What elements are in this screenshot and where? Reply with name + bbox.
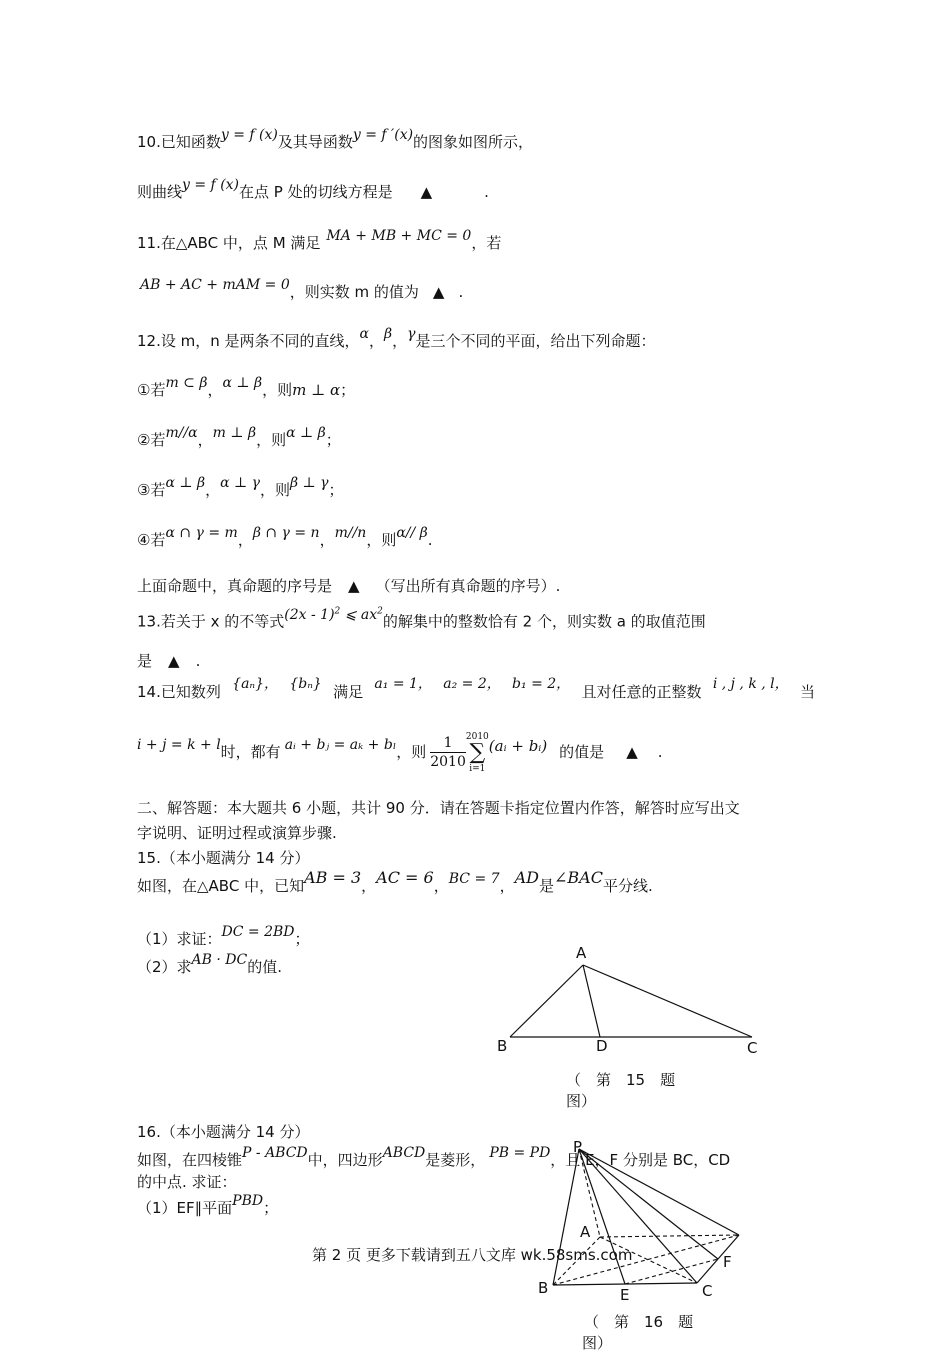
vertex-label-C: C xyxy=(702,1282,713,1300)
answer-blank: ▲ xyxy=(626,743,638,761)
q10-formula-fprime: y = f ′(x) xyxy=(352,127,414,143)
q12-conclusion: 上面命题中，真命题的序号是 ▲ （写出所有真命题的序号）. xyxy=(137,577,561,595)
q13-line1: 13.若关于 x 的不等式(2x - 1)$^2$ ⩽ $ax^2$的解集中的整数恰有 2 个，则实数 a 的取值范围 xyxy=(137,606,706,631)
q11-line2: AB + AC + mAM = 0，则实数 m 的值为 ▲ . xyxy=(140,277,464,301)
segment-AC xyxy=(583,965,752,1037)
vertex-label-F: F xyxy=(723,1253,732,1271)
q12-item-4: ④若α ∩ γ = m，β ∩ γ = n，m//n，则α// β. xyxy=(137,525,433,549)
segment-PF xyxy=(579,1149,718,1259)
q11-vector-eq2: AB + AC + mAM = 0 xyxy=(140,277,290,293)
vertex-label-E: E xyxy=(620,1286,630,1300)
q10-line2: 则曲线y = f (x)在点 P 处的切线方程是 ▲ . xyxy=(137,177,489,201)
q11-line1: 11.在△ABC 中，点 M 满足 MA + MB + MC = 0，若 xyxy=(137,228,502,252)
page-footer: 第 2 页 更多下载请到五八文库 wk.58sms.com xyxy=(312,1246,633,1264)
vertex-label-A: A xyxy=(580,1223,591,1241)
edge-CD xyxy=(697,1235,739,1283)
answer-blank: ▲ xyxy=(348,577,360,595)
q12-intro: 12.设 m，n 是两条不同的直线，α，β，γ是三个不同的平面，给出下列命题： xyxy=(137,326,656,350)
q10-formula-f: y = f (x) xyxy=(220,127,278,143)
q10-line1: 10.已知函数y = f (x)及其导函数y = f ′(x)的图象如图所示， xyxy=(137,127,534,151)
q15-part2: （2）求AB · DC的值. xyxy=(137,952,283,976)
q12-item-2: ②若m//α，m ⊥ β，则α ⊥ β； xyxy=(137,425,341,449)
segment-AD xyxy=(583,965,600,1037)
vertex-label-D: D xyxy=(596,1037,608,1055)
answer-blank: ▲ xyxy=(432,283,445,301)
q14-line1: 14.已知数列 {aₙ}， {bₙ} 满足 a₁ = 1， a₂ = 2， b₁ = 2， 且对任意的正整数 i , j , k , l， 当 xyxy=(137,676,815,701)
q16-part1: （1）EF∥平面PBD； xyxy=(137,1193,279,1217)
edge-AD xyxy=(600,1235,739,1237)
q16-line1: 如图，在四棱锥P - ABCD中，四边形ABCD是菱形， PB = PD，且 E，F 分别是 BC，CD xyxy=(137,1145,731,1169)
section2-line2: 字说明、证明过程或演算步骤. xyxy=(137,824,337,842)
q15-line1: 如图，在△ABC 中，已知AB = 3，AC = 6，BC = 7，AD是∠BAC平分线. xyxy=(137,868,653,895)
vertex-label-C: C xyxy=(747,1039,758,1057)
vertex-label-A: A xyxy=(576,944,587,962)
segment-AB xyxy=(510,965,583,1037)
q16-pyramid-figure xyxy=(530,1138,750,1300)
q12-item-1: ①若m ⊂ β，α ⊥ β，则m ⊥ α； xyxy=(137,375,356,399)
section2-line1: 二、解答题：本大题共 6 小题，共计 90 分．请在答题卡指定位置内作答，解答时应写出文 xyxy=(137,799,740,817)
q15-figure-caption: （ 第 15 题 xyxy=(566,1071,676,1089)
q11-vector-eq1: MA + MB + MC = 0 xyxy=(326,228,472,244)
vertex-label-P: P xyxy=(573,1138,583,1156)
q14-fraction: $\frac{1}{2010}$ xyxy=(430,735,466,770)
q15-part1: （1）求证：DC = 2BD； xyxy=(137,924,310,948)
q16-figure-caption-2: 图） xyxy=(582,1334,613,1352)
vertex-label-B: B xyxy=(497,1037,508,1055)
q12-item-3: ③若α ⊥ β，α ⊥ γ，则β ⊥ γ； xyxy=(137,475,344,499)
q14-line2: i + j = k + l时，都有 aᵢ + bⱼ = aₖ + bₗ，则 $\frac{1}{2010}$ 2010 ∑ i=1 (aᵢ + bᵢ) 的值是 ▲ . xyxy=(137,731,663,774)
q16-header: 16.（本小题满分 14 分） xyxy=(137,1123,310,1141)
q14-summation: 2010 ∑ i=1 xyxy=(465,731,489,774)
q15-figure-caption-2: 图） xyxy=(566,1092,597,1110)
q16-figure-caption: （ 第 16 题 xyxy=(584,1313,694,1331)
q13-line2: 是 ▲ . xyxy=(137,652,201,670)
answer-blank: ▲ xyxy=(420,183,433,201)
edge-PD xyxy=(579,1149,739,1235)
q16-line2: 的中点. 求证： xyxy=(137,1173,237,1191)
vertex-label-B: B xyxy=(538,1279,549,1297)
q15-header: 15.（本小题满分 14 分） xyxy=(137,849,310,867)
q15-triangle-figure xyxy=(490,940,770,1060)
answer-blank: ▲ xyxy=(168,652,180,670)
